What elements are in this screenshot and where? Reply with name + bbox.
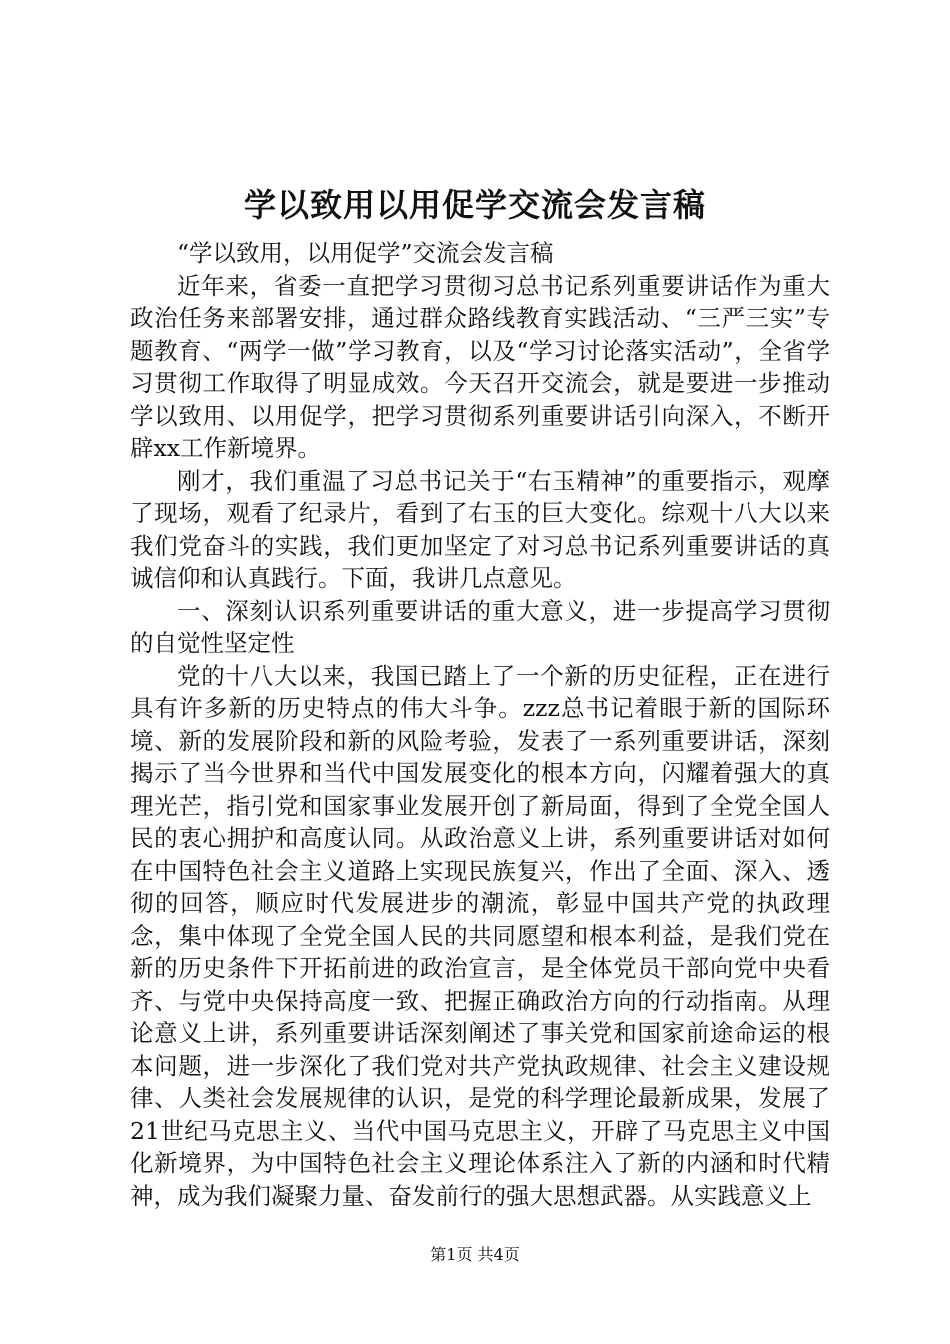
body-paragraph: 近年来，省委一直把学习贯彻习总书记系列重要讲话作为重大政治任务来部署安排，通过群众路线教育实践活动、“三严三实”专题教育、“两学一做”学习教育，以及“学习讨论落实活动”，全省学习贯彻工作取得了明显成效。今天召开交流会，就是要进一步推动学以致用、以用促学，把学习贯彻系列重要讲话引向深入，不断开辟xx工作新境界。	[130, 271, 830, 462]
body-paragraph: 党的十八大以来，我国已踏上了一个新的历史征程，正在进行具有许多新的历史特点的伟大斗争。zzz总书记着眼于新的国际环境、新的发展阶段和新的风险考验，发表了一系列重要讲话，深刻揭示了当今世界和当代中国发展变化的根本方向，闪耀着强大的真理光芒，指引党和国家事业发展开创了新局面，得到了全党全国人民的衷心拥护和高度认同。从政治意义上讲，系列重要讲话对如何在中国特色社会主义道路上实现民族复兴，作出了全面、深入、透彻的回答，顺应时代发展进步的潮流，彰显中国共产党的执政理念，集中体现了全党全国人民的共同愿望和根本利益，是我们党在新的历史条件下开拓前进的政治宣言，是全体党员干部向党中央看齐、与党中央保持高度一致、把握正确政治方向的行动指南。从理论意义上讲，系列重要讲话深刻阐述了事关党和国家前途命运的根本问题，进一步深化了我们党对共产党执政规律、社会主义建设规律、人类社会发展规律的认识，是党的科学理论最新成果，发展了21世纪马克思主义、当代中国马克思主义，开辟了马克思主义中国化新境界，为中国特色社会主义理论体系注入了新的内涵和时代精神，成为我们凝聚力量、奋发前行的强大思想武器。从实践意义上	[130, 661, 830, 1210]
section-heading: 一、深刻认识系列重要讲话的重大意义，进一步提高学习贯彻的自觉性坚定性	[130, 596, 830, 657]
document-title: 学以致用以用促学交流会发言稿	[243, 186, 706, 224]
body-paragraph: “学以致用，以用促学”交流会发言稿	[177, 239, 554, 267]
page-footer: 第1页 共4页	[430, 1245, 520, 1264]
document-body	[130, 237, 830, 1212]
body-paragraph: 刚才，我们重温了习总书记关于“右玉精神”的重要指示，观摩了现场，观看了纪录片，看到了右玉的巨大变化。综观十八大以来我们党奋斗的实践，我们更加坚定了对习总书记系列重要讲话的真诚信仰和认真践行。下面，我讲几点意见。	[130, 466, 830, 592]
